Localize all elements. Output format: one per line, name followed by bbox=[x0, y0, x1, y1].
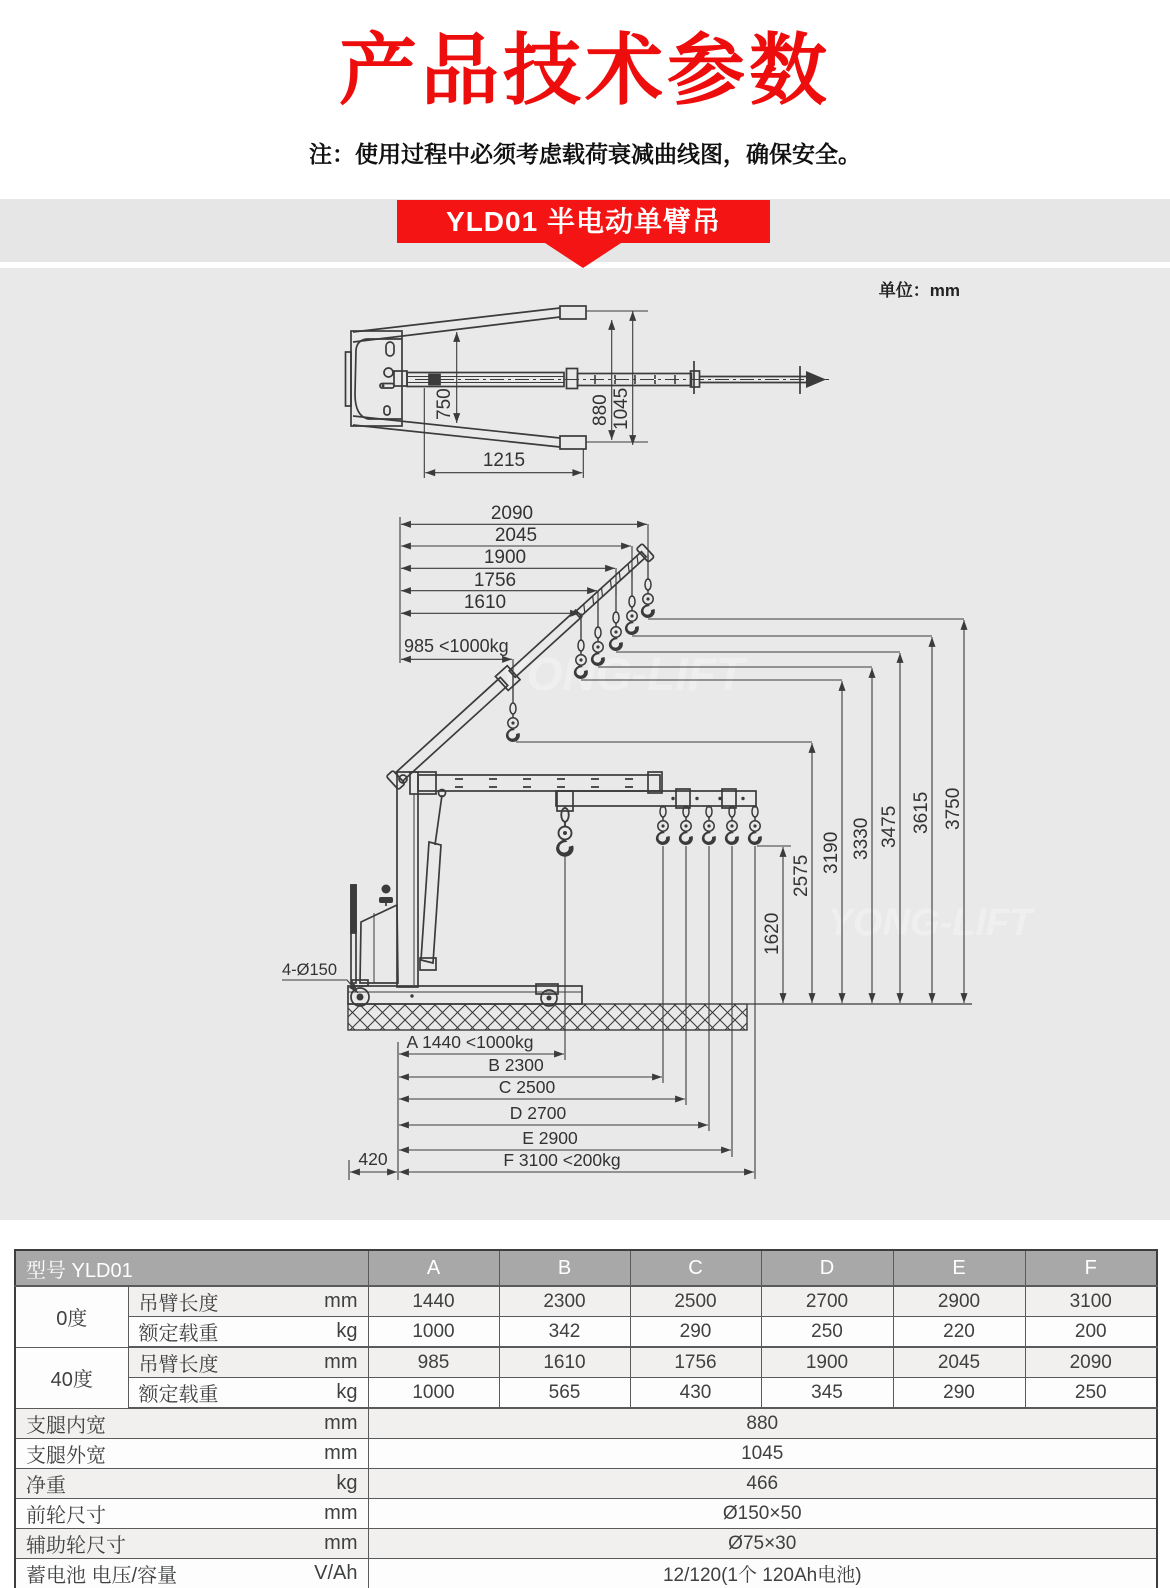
value-cell: 12/120(1个 120Ah电池) bbox=[368, 1559, 1157, 1588]
dim-4-d150: 4-Ø150 bbox=[282, 961, 338, 979]
dim-3750: 3750 bbox=[943, 787, 964, 830]
value-cell: 290 bbox=[630, 1317, 761, 1348]
row-label: 额定载重 bbox=[138, 1384, 219, 1406]
dim-F: F 3100 <200kg bbox=[503, 1150, 621, 1170]
row-unit: mm bbox=[324, 1532, 358, 1554]
row-unit: mm bbox=[324, 1290, 358, 1312]
col-header-a: A bbox=[368, 1250, 499, 1286]
page-title: 产品技术参数 bbox=[338, 26, 831, 114]
row-label: 辅助轮尺寸 bbox=[26, 1535, 126, 1557]
model-header-cell: 型号 YLD01 bbox=[15, 1250, 368, 1286]
dim-750: 750 bbox=[434, 388, 455, 420]
value-cell: Ø150×50 bbox=[368, 1499, 1157, 1529]
value-cell: 2090 bbox=[1025, 1347, 1157, 1378]
table-row bbox=[15, 1559, 1157, 1588]
dim-2090: 2090 bbox=[490, 503, 534, 524]
col-header-b: B bbox=[499, 1250, 630, 1286]
value-cell: 1000 bbox=[368, 1378, 499, 1409]
value-cell: 250 bbox=[761, 1317, 893, 1348]
dim-3475: 3475 bbox=[879, 805, 900, 848]
dim-D: D 2700 bbox=[509, 1103, 567, 1123]
value-cell: 1610 bbox=[499, 1347, 630, 1378]
value-cell: Ø75×30 bbox=[368, 1529, 1157, 1559]
col-header-d: D bbox=[761, 1250, 893, 1286]
value-cell: 466 bbox=[368, 1469, 1157, 1499]
col-header-c: C bbox=[630, 1250, 761, 1286]
row-label: 蓄电池 电压/容量 bbox=[26, 1565, 178, 1587]
table-row bbox=[15, 1378, 1157, 1409]
value-cell: 1045 bbox=[368, 1439, 1157, 1469]
col-header-e: E bbox=[893, 1250, 1025, 1286]
value-cell: 1440 bbox=[368, 1286, 499, 1317]
dim-3330: 3330 bbox=[851, 817, 872, 860]
table-row bbox=[15, 1469, 1157, 1499]
value-cell: 200 bbox=[1025, 1317, 1157, 1348]
dim-985: 985 <1000kg bbox=[404, 636, 509, 656]
dim-3190: 3190 bbox=[821, 831, 842, 874]
wheel-callout bbox=[282, 961, 358, 993]
value-cell: 220 bbox=[893, 1317, 1025, 1348]
row-label: 吊臂长度 bbox=[138, 1293, 219, 1315]
table-row bbox=[15, 1347, 1157, 1378]
dim-1045: 1045 bbox=[611, 387, 632, 430]
value-cell: 430 bbox=[630, 1378, 761, 1409]
row-unit: mm bbox=[324, 1412, 358, 1434]
model-banner: YLD01 半电动单臂吊 bbox=[397, 200, 770, 243]
boom40-dim-labels bbox=[404, 503, 537, 656]
row-unit: kg bbox=[336, 1320, 358, 1342]
table-row bbox=[15, 1317, 1157, 1348]
table-row bbox=[15, 1439, 1157, 1469]
top-view-machine bbox=[346, 306, 833, 449]
table-row bbox=[15, 1499, 1157, 1529]
row-label: 支腿外宽 bbox=[26, 1445, 106, 1467]
dim-3615: 3615 bbox=[911, 791, 932, 834]
row-label: 前轮尺寸 bbox=[26, 1505, 106, 1527]
value-cell: 2500 bbox=[630, 1286, 761, 1317]
drawing-panel bbox=[0, 268, 1170, 1220]
dim-2045: 2045 bbox=[494, 525, 538, 546]
value-cell: 3100 bbox=[1025, 1286, 1157, 1317]
dim-1620: 1620 bbox=[762, 912, 783, 955]
dim-1610: 1610 bbox=[463, 592, 507, 613]
row-unit: kg bbox=[336, 1381, 358, 1403]
side-view-machine bbox=[348, 543, 756, 1006]
value-cell: 342 bbox=[499, 1317, 630, 1348]
safety-note: 注：使用过程中必须考虑载荷衰减曲线图，确保安全。 bbox=[309, 141, 861, 167]
top-view-dim-labels bbox=[434, 388, 632, 471]
dim-1900: 1900 bbox=[483, 547, 527, 568]
row-unit: kg bbox=[336, 1472, 358, 1494]
row-label: 额定载重 bbox=[138, 1323, 219, 1345]
value-cell: 565 bbox=[499, 1378, 630, 1409]
dim-B: B 2300 bbox=[488, 1055, 544, 1075]
row-label: 支腿内宽 bbox=[26, 1415, 106, 1437]
table-row bbox=[15, 1408, 1157, 1439]
dim-1215: 1215 bbox=[482, 450, 526, 471]
banner-arrow-icon bbox=[545, 243, 621, 268]
table-row bbox=[15, 1286, 1157, 1317]
row-unit: mm bbox=[324, 1502, 358, 1524]
dim-1756: 1756 bbox=[473, 570, 517, 591]
crane-hooks bbox=[506, 579, 762, 857]
row-label: 吊臂长度 bbox=[138, 1354, 219, 1376]
spec-table bbox=[14, 1249, 1158, 1588]
table-header-row bbox=[15, 1250, 1157, 1286]
angle-40-cell: 40度 bbox=[15, 1347, 128, 1408]
dim-2575: 2575 bbox=[791, 854, 812, 897]
value-cell: 1756 bbox=[630, 1347, 761, 1378]
technical-drawing bbox=[0, 268, 1170, 1220]
dim-E: E 2900 bbox=[522, 1128, 578, 1148]
row-unit: mm bbox=[324, 1442, 358, 1464]
value-cell: 250 bbox=[1025, 1378, 1157, 1409]
value-cell: 880 bbox=[368, 1408, 1157, 1439]
dim-420: 420 bbox=[358, 1149, 388, 1169]
value-cell: 985 bbox=[368, 1347, 499, 1378]
value-cell: 1000 bbox=[368, 1317, 499, 1348]
value-cell: 2045 bbox=[893, 1347, 1025, 1378]
value-cell: 2700 bbox=[761, 1286, 893, 1317]
table-row bbox=[15, 1529, 1157, 1559]
angle-0-cell: 0度 bbox=[15, 1286, 128, 1347]
value-cell: 2300 bbox=[499, 1286, 630, 1317]
dim-C: C 2500 bbox=[498, 1077, 556, 1097]
dim-A: A 1440 <1000kg bbox=[406, 1032, 534, 1052]
value-cell: 290 bbox=[893, 1378, 1025, 1409]
watermark-text: YONG-LIFT bbox=[827, 902, 1033, 944]
dim-880: 880 bbox=[590, 394, 611, 426]
watermark-text: YONG-LIFT bbox=[496, 648, 744, 700]
row-unit: mm bbox=[324, 1351, 358, 1373]
row-unit: V/Ah bbox=[314, 1562, 358, 1584]
row-label: 净重 bbox=[26, 1475, 66, 1497]
unit-label: 单位：mm bbox=[878, 281, 960, 300]
value-cell: 2900 bbox=[893, 1286, 1025, 1317]
ground-hatch bbox=[348, 1004, 747, 1030]
col-header-f: F bbox=[1025, 1250, 1157, 1286]
value-cell: 1900 bbox=[761, 1347, 893, 1378]
value-cell: 345 bbox=[761, 1378, 893, 1409]
